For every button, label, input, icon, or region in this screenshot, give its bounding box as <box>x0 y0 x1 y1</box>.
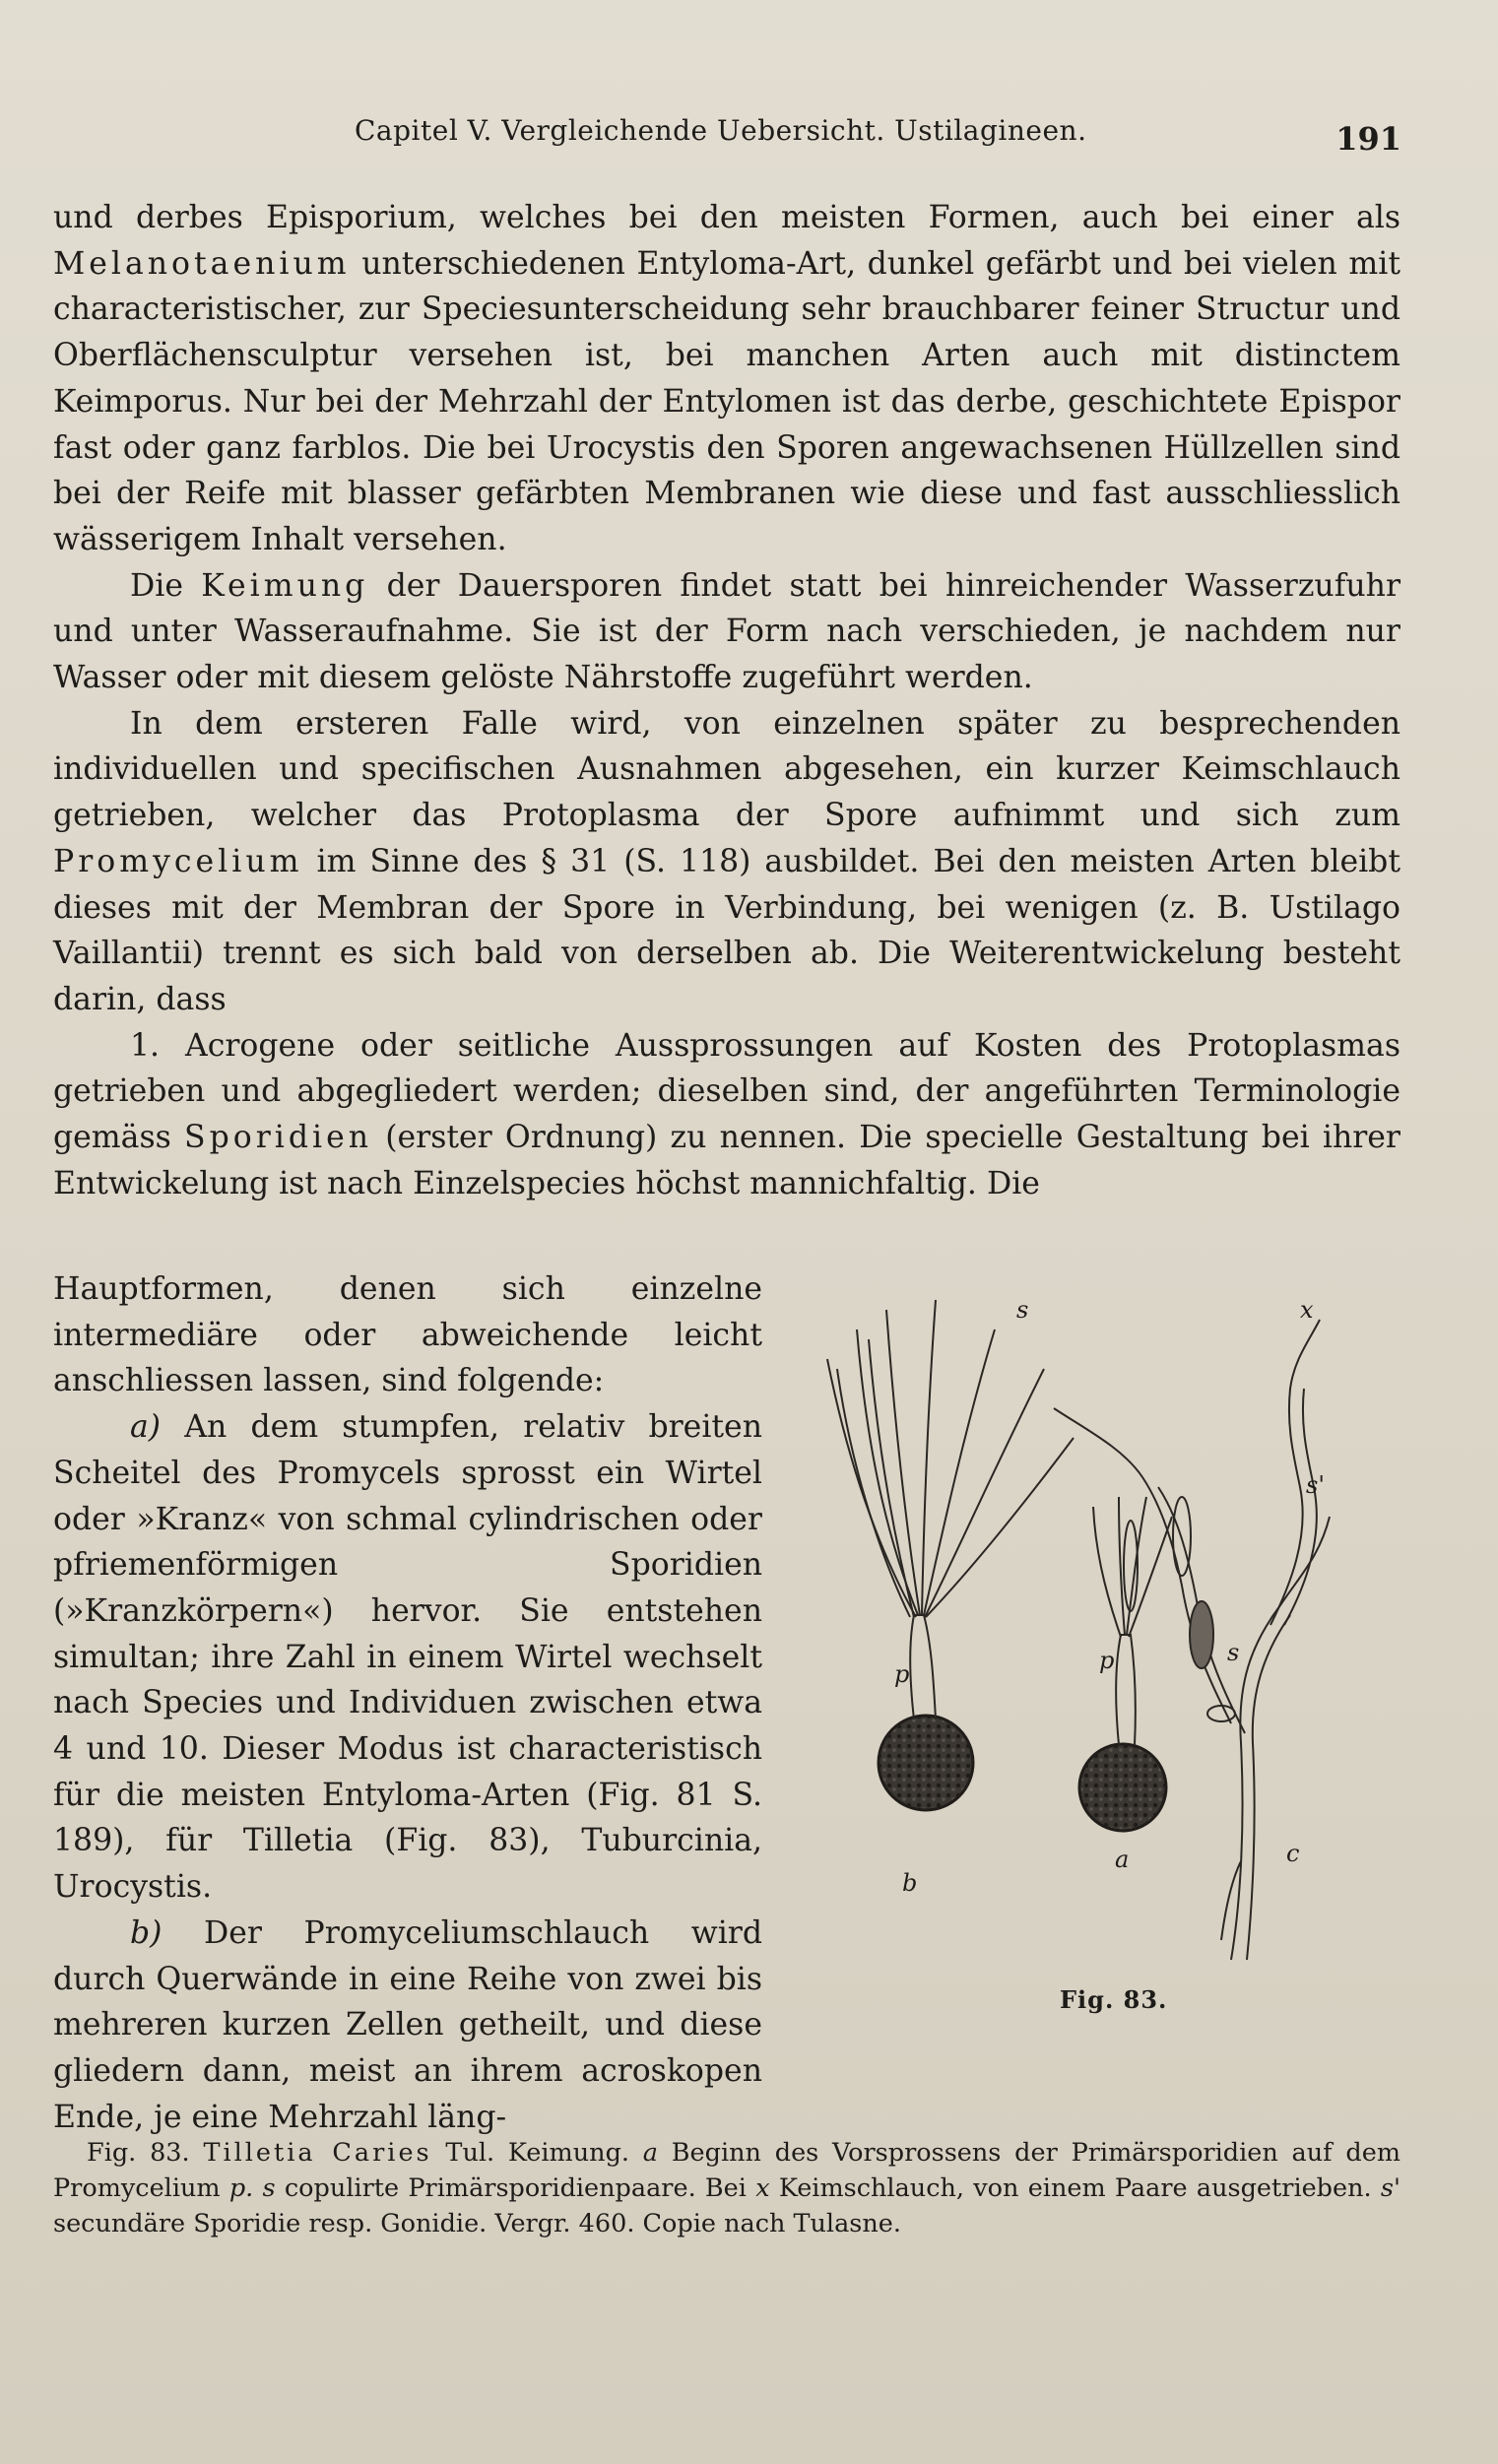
item-label-b: b) <box>130 1914 163 1951</box>
figure-letter-c: c <box>1286 1840 1300 1867</box>
spaced-term: Promycelium <box>53 843 303 879</box>
spaced-term: Sporidien <box>184 1120 373 1156</box>
list-item-a: a) An dem stumpfen, relativ breiten Scheitel des Promycels sprosst ein Wirtel oder »Kranz« von schmal cylindrischen oder pfriemenförmigen Sporidien (»Kranzkörpern«) hervor. Sie entstehen simultan; ihre Zahl in einem Wirtel wechselt nach Species und Individuen zwischen etwa 4 und 10. Dieser Modus ist characteristisch für die meisten Entyloma-Arten (Fig. 81 S. 189), für Tilletia (Fig. 83), Tuburcinia, Urocystis. <box>53 1409 762 1906</box>
figure-letter-p2: p <box>1099 1647 1115 1674</box>
paragraph-sporidien: 1. Acrogene oder seitliche Aussprossungen auf Kosten des Protoplasmas getrieben und abgegliedert werden; dieselben sind, der angeführten Terminologie gemäss Sporidien (erster Ordnung) zu nennen. Die specielle Gestaltung bei ihrer Entwickelung ist nach Einzelspecies höchst mannichfaltig. Die <box>53 1027 1400 1201</box>
wrapped-column <box>53 1266 762 2140</box>
figure-letter-b: b <box>902 1869 918 1897</box>
page-number: 191 <box>1335 120 1401 158</box>
figure-letter-a: a <box>1115 1846 1130 1873</box>
figure-caption: Fig. 83. Tilletia Caries Tul. Keimung. a Beginn des Vorsprossens der Primärsporidien auf dem Promycelium p. s copulirte Primärsporidienpaare. Bei x Keimschlauch, von einem Paare ausgetrieben. s' secundäre Sporidie resp. Gonidie. Vergr. 460. Copie nach Tulasne. <box>53 2138 1401 2238</box>
paragraph-episporium: und derbes Episporium, welches bei den meisten Formen, auch bei einer als Melanotaenium unterschiedenen Entyloma-Art, dunkel gefärbt und bei vielen mit characteristischer, zur Speciesunterscheidung sehr brauchbarer feiner Structur und Oberflächensculptur versehen ist, bei manchen Arten auch mit distinctem Keimporus. Nur bei der Mehrzahl der Entylomen ist das derbe, geschichtete Epispor fast oder ganz farblos. Die bei Urocystis den Sporen angewachsenen Hüllzellen sind bei der Reife mit blasser gefärbten Membranen wie diese und fast ausschliesslich wässerigem Inhalt versehen. <box>53 200 1400 557</box>
list-item-b: b) Der Promyceliumschlauch wird durch Querwände in eine Reihe von zwei bis mehreren kurzen Zellen getheilt, und diese gliedern dann, meist an ihrem acroskopen Ende, je eine Mehrzahl läng- <box>53 1914 762 2135</box>
chapter-title: Capitel V. Vergleichende Uebersicht. Ustilagineen. <box>355 114 1087 147</box>
running-head <box>0 106 1498 165</box>
drawing-b <box>1079 1497 1191 1831</box>
spaced-term: Melanotaenium <box>53 245 351 282</box>
figure-letter-p1: p <box>894 1660 910 1688</box>
figure-letter-s2: s <box>1227 1639 1240 1666</box>
caption-species: Tilletia Caries <box>203 2138 432 2168</box>
paragraph-hauptformen: Hauptformen, denen sich einzelne intermediäre oder abweichende leicht anschliessen lassen, sind folgende: <box>53 1271 762 1399</box>
figure-letter-s-prime: s' <box>1306 1471 1325 1499</box>
main-text <box>53 195 1400 1206</box>
figure-illustration <box>808 1270 1359 1979</box>
item-label-a: a) <box>130 1409 162 1446</box>
spaced-term: Keimung <box>201 567 369 604</box>
drawing-a <box>827 1300 1074 1810</box>
figure-letter-s: s <box>1016 1296 1029 1324</box>
figure-83 <box>808 1270 1359 2039</box>
figure-letter-x: x <box>1300 1296 1314 1324</box>
figure-label: Fig. 83. <box>1060 1985 1168 2014</box>
paragraph-promycelium: In dem ersteren Falle wird, von einzelnen später zu besprechenden individuellen und specifischen Ausnahmen abgesehen, ein kurzer Keimschlauch getrieben, welcher das Protoplasma der Spore aufnimmt und sich zum Promycelium im Sinne des § 31 (S. 118) ausbildet. Bei den meisten Arten bleibt dieses mit der Membran der Spore in Verbindung, bei wenigen (z. B. Ustilago Vaillantii) trennt es sich bald von derselben ab. Die Weiterentwickelung besteht darin, dass <box>53 705 1400 1017</box>
paragraph-keimung: Die Keimung der Dauersporen findet statt bei hinreichender Wasserzufuhr und unter Wasseraufnahme. Sie ist der Form nach verschieden, je nachdem nur Wasser oder mit diesem gelöste Nährstoffe zugeführt werden. <box>53 567 1401 696</box>
